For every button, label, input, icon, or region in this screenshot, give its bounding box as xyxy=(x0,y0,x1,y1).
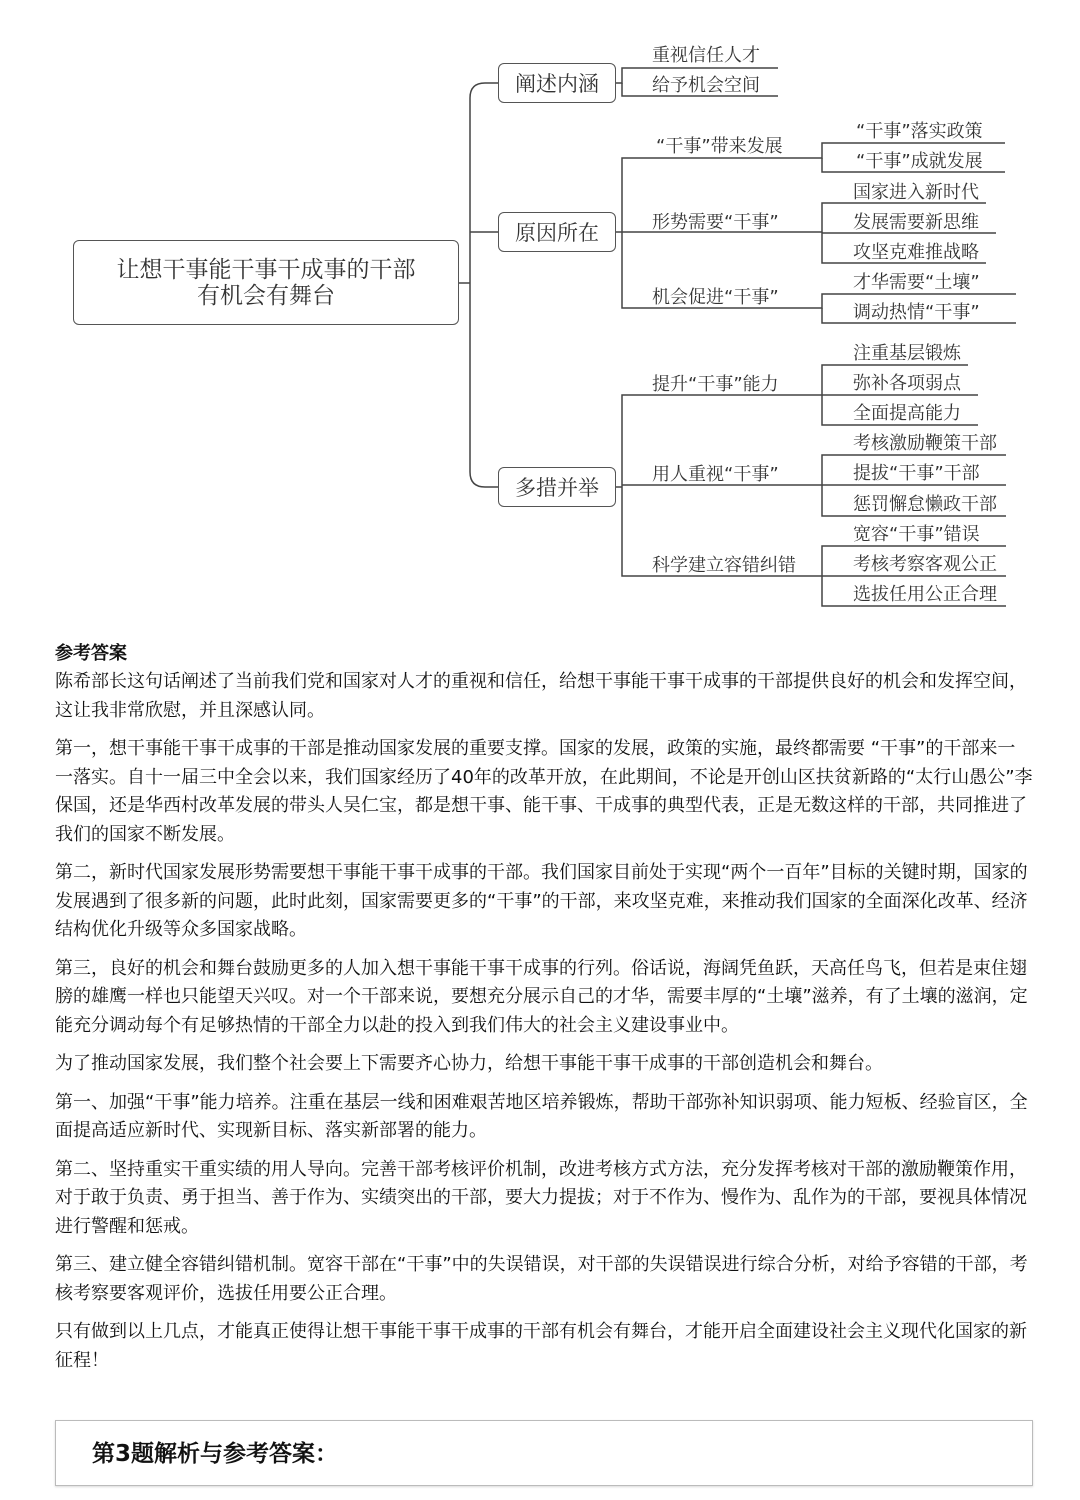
answer-paragraph: 第一、加强“干事”能力培养。注重在基层一线和困难艰苦地区培养锻炼，帮助干部弥补知识弱项、能力短板、经验盲区，全面提高适应新时代、实现新目标、落实新部署的能力。 xyxy=(55,1091,1028,1141)
sub-fault-tolerance: 科学建立容错纠错 xyxy=(652,555,796,576)
leaf: “干事”成就发展 xyxy=(856,151,983,172)
mind-map-root xyxy=(73,240,459,325)
branch-explain: 阐述内涵 xyxy=(498,63,616,103)
answer-paragraph: 只有做到以上几点，才能真正使得让想干事能干事干成事的干部有机会有舞台，才能开启全面建设社会主义现代化国家的新征程！ xyxy=(55,1321,1027,1371)
sub-employment: 用人重视“干事” xyxy=(652,464,779,485)
leaf: 选拔任用公正合理 xyxy=(853,584,997,605)
leaf-give-opportunity: 给予机会空间 xyxy=(652,75,760,96)
answer-paragraph: 为了推动国家发展，我们整个社会要上下需要齐心协力，给想干事能干事干成事的干部创造机会和舞台。 xyxy=(55,1053,883,1074)
answer-heading: 参考答案 xyxy=(55,643,127,664)
leaf: 惩罚懈怠懒政干部 xyxy=(853,494,997,515)
next-question-title: 第3题解析与参考答案： xyxy=(92,1441,339,1467)
answer-paragraph: 第一，想干事能干事干成事的干部是推动国家发展的重要支撑。国家的发展，政策的实施，最终都需要 “干事”的干部来一一落实。自十一届三中全会以来，我们国家经历了40年的改革开放，在此期间，不论是开创山区扶贫新路的“太行山愚公”李保国，还是华西村改革发展的带头人吴仁宝，都是想干事、能干事、干成事的典型代表，正是无数这样的干部，共同推进了我们的国家不断发展。 xyxy=(55,738,1033,845)
leaf: 弥补各项弱点 xyxy=(853,373,961,394)
mind-map xyxy=(0,0,1080,620)
leaf: 发展需要新思维 xyxy=(853,212,979,233)
leaf: 攻坚克难推战略 xyxy=(853,242,979,263)
next-question-banner xyxy=(55,1420,1033,1486)
answer-paragraph: 第三，良好的机会和舞台鼓励更多的人加入想干事能干事干成事的行列。俗话说，海阔凭鱼跃，天高任鸟飞，但若是束住翅膀的雄鹰一样也只能望天兴叹。对一个干部来说，要想充分展示自己的才华，需要丰厚的“土壤”滋养，有了土壤的滋润，定能充分调动每个有足够热情的干部全力以赴的投入到我们伟大的社会主义建设事业中。 xyxy=(55,957,1028,1036)
leaf: 考核激励鞭策干部 xyxy=(853,433,997,454)
leaf: 全面提高能力 xyxy=(853,403,961,424)
answer-paragraph: 陈希部长这句话阐述了当前我们党和国家对人才的重视和信任，给想干事能干事干成事的干部提供良好的机会和发挥空间，这让我非常欣慰，并且深感认同。 xyxy=(55,671,1027,721)
sub-opportunity: 机会促进“干事” xyxy=(652,287,779,308)
leaf: 国家进入新时代 xyxy=(853,182,979,203)
sub-development: “干事”带来发展 xyxy=(656,136,783,157)
answer-paragraph: 第三、建立健全容错纠错机制。宽容干部在“干事”中的失误错误，对干部的失误错误进行综合分析，对给予容错的干部，考核考察要客观评价，选拔任用要公正合理。 xyxy=(55,1254,1028,1304)
branch-measures: 多措并举 xyxy=(498,467,616,507)
leaf-value-talent: 重视信任人才 xyxy=(652,45,760,66)
leaf: 调动热情“干事” xyxy=(853,302,980,323)
sub-ability: 提升“干事”能力 xyxy=(652,374,779,395)
root-title-line2: 有机会有舞台 xyxy=(197,282,335,309)
leaf: 考核考察客观公正 xyxy=(853,554,997,575)
sub-situation: 形势需要“干事” xyxy=(652,212,779,233)
leaf: 宽容“干事”错误 xyxy=(853,524,980,545)
leaf: 才华需要“土壤” xyxy=(853,272,980,293)
answer-paragraph: 第二、坚持重实干重实绩的用人导向。完善干部考核评价机制，改进考核方式方法，充分发挥考核对干部的激励鞭策作用，对于敢于负责、勇于担当、善于作为、实绩突出的干部，要大力提拔；对于不作为、慢作为、乱作为的干部，要视具体情况进行警醒和惩戒。 xyxy=(55,1158,1027,1237)
leaf: 提拔“干事”干部 xyxy=(853,463,980,484)
leaf: “干事”落实政策 xyxy=(856,121,983,142)
answer-paragraph: 第二，新时代国家发展形势需要想干事能干事干成事的干部。我们国家目前处于实现“两个一百年”目标的关键时期，国家的发展遇到了很多新的问题，此时此刻，国家需要更多的“干事”的干部，来攻坚克难，来推动我们国家的全面深化改革、经济结构优化升级等众多国家战略。 xyxy=(55,862,1028,940)
root-title-line1: 让想干事能干事干成事的干部 xyxy=(116,256,416,283)
branch-reasons: 原因所在 xyxy=(498,212,616,252)
answer-section xyxy=(55,640,1033,1385)
leaf: 注重基层锻炼 xyxy=(853,343,961,364)
